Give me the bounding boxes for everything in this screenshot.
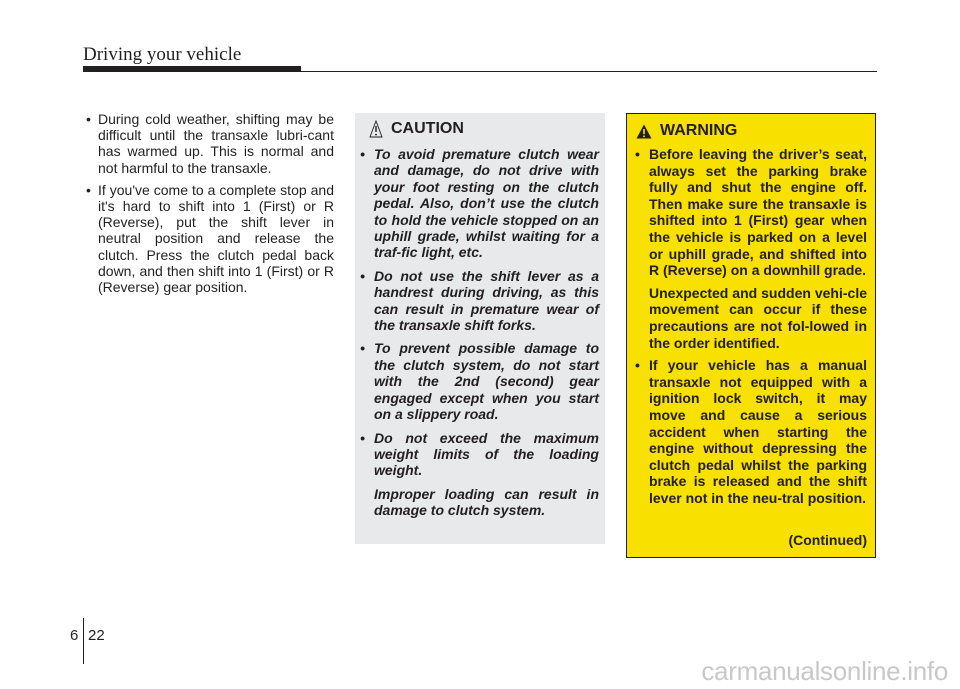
caution-title: CAUTION (391, 120, 464, 137)
warning-heading (636, 122, 737, 140)
caution-item (360, 340, 599, 423)
bullet: • (360, 429, 365, 446)
chapter-number: 6 (70, 627, 79, 644)
page-number: 22 (88, 627, 105, 644)
warning-list (635, 146, 867, 512)
warning-item-text: If your vehicle has a manual transaxle not equipped with a ignition lock switch, it may move and cause a serious accident when starting the engine without depressing the clutch pedal whilst the parking brake is released and the shift lever not in the neu-tral position. (649, 357, 867, 506)
caution-item-text: Do not use the shift lever as a handrest during driving, as this can result in premature wear of the transaxle shift forks. (374, 267, 599, 334)
warning-title: WARNING (660, 122, 738, 139)
footer-rule (83, 618, 84, 664)
bullet: • (86, 181, 91, 198)
header-bar (83, 66, 301, 72)
continued-label: (Continued) (788, 532, 867, 548)
caution-item (360, 429, 599, 519)
header-rule (301, 71, 877, 72)
warning-note: Unexpected and sudden vehi-cle movement can occur if these precautions are not fol-lowed in the order identified. (649, 284, 867, 351)
caution-item (360, 267, 599, 334)
caution-triangle-icon (369, 120, 383, 138)
bullet: • (360, 267, 365, 284)
caution-heading (369, 120, 464, 138)
left-column-list (86, 111, 334, 301)
warning-triangle-icon (636, 124, 652, 139)
bullet: • (360, 340, 365, 357)
bullet: • (360, 146, 365, 162)
warning-item (635, 357, 867, 506)
caution-item-text: To prevent possible damage to the clutch system, do not start with the 2nd (second) gear engaged except when you start on a slippery road. (374, 340, 599, 423)
caution-item-text: Do not exceed the maximum weight limits of the loading weight. (374, 429, 599, 479)
caution-list (360, 146, 599, 526)
warning-item (635, 146, 867, 351)
bullet: • (86, 111, 91, 127)
watermark: carmanualsonline.info (701, 656, 948, 686)
caution-item-text: To avoid premature clutch wear and damage, do not drive with your foot resting on the clutch pedal. Also, don’t use the clutch to hold the vehicle stopped on an uphill grade, whilst waiting for a traf-fic light, etc. (374, 146, 599, 261)
list-item (86, 181, 334, 296)
bullet: • (635, 146, 640, 162)
page-header-title: Driving your vehicle (83, 44, 242, 65)
warning-item-text: Before leaving the driver’s seat, always set the parking brake fully and shut the engine off. Then make sure the transaxle is shifted into 1 (First) gear when the vehicle is parked on a level or uphill grade, and shifted into R (Reverse) on a downhill grade. (649, 146, 867, 279)
caution-item (360, 146, 599, 261)
list-item-text: If you've come to a complete stop and it's hard to shift into 1 (First) or R (Reverse), put the shift lever in neutral position and release the clutch. Press the clutch pedal back down, and then shift into 1 (First) or R (Reverse) gear position. (98, 181, 334, 296)
caution-note: Improper loading can result in damage to clutch system. (374, 485, 599, 519)
list-item (86, 111, 334, 176)
list-item-text: During cold weather, shifting may be difficult until the transaxle lubri-cant has warmed up. This is normal and not harmful to the transaxle. (98, 111, 334, 176)
bullet: • (635, 357, 640, 374)
